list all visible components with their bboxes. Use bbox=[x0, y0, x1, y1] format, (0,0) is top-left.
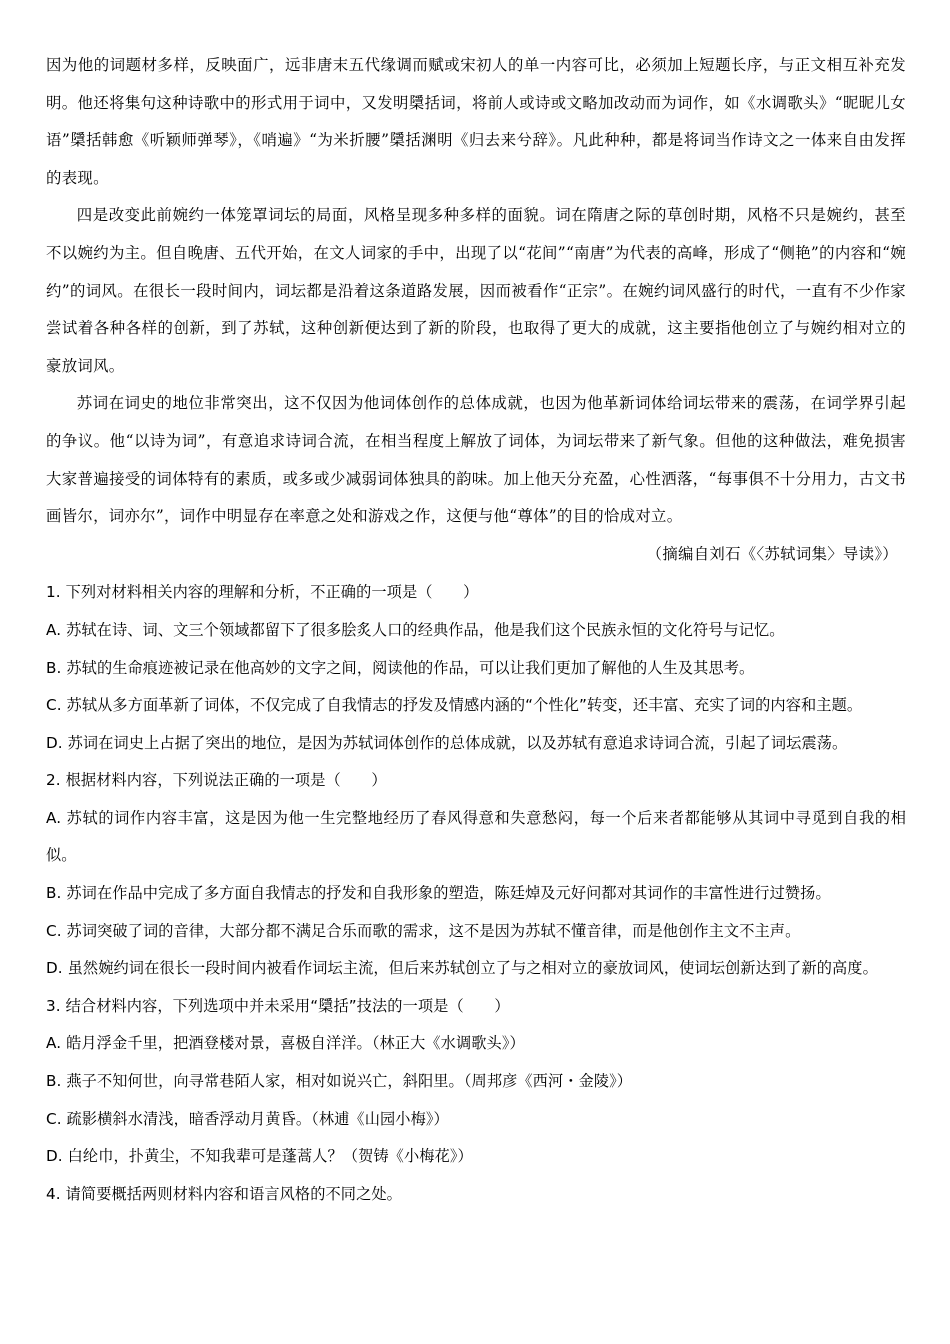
question-2-stem: 2. 根据材料内容，下列说法正确的一项是（ ） bbox=[46, 771, 387, 790]
question-1-option-b: B. 苏轼的生命痕迹被记录在他高妙的文字之间，阅读他的作品，可以让我们更加了解他的人生及其思考。 bbox=[46, 658, 755, 677]
question-list bbox=[46, 574, 906, 1213]
question-2-option-a: A. 苏轼的词作内容丰富，这是因为他一生完整地经历了春风得意和失意愁闷，每一个后来者都能够从其词中寻觅到自我的相似。 bbox=[46, 808, 906, 865]
question-1-stem: 1. 下列对材料相关内容的理解和分析，不正确的一项是（ ） bbox=[46, 583, 479, 602]
question-4-stem: 4. 请简要概括两则材料内容和语言风格的不同之处。 bbox=[46, 1184, 402, 1203]
passage-source: （摘编自刘石《〈苏轼词集〉导读》） bbox=[646, 544, 898, 563]
question-3-option-c: C. 疏影横斜水清浅，暗香浮动月黄昏。（林逋《山园小梅》） bbox=[46, 1109, 449, 1128]
question-1-option-d: D. 苏词在词史上占据了突出的地位，是因为苏轼词体创作的总体成就，以及苏轼有意追求诗词合流，引起了词坛震荡。 bbox=[46, 733, 848, 752]
question-2-option-d: D. 虽然婉约词在很长一段时间内被看作词坛主流，但后来苏轼创立了与之相对立的豪放词风，使词坛创新达到了新的高度。 bbox=[46, 959, 878, 978]
passage-paragraph-1: 因为他的词题材多样，反映面广，远非唐末五代缘调而赋或宋初人的单一内容可比，必须加上短题长序，与正文相互补充发明。他还将集句这种诗歌中的形式用于词中，又发明檃括词，将前人或诗或文略加改动而为词作，如《水调歌头》“昵昵儿女语”檃括韩愈《听颖师弹琴》，《哨遍》“为米折腰”檃括渊明《归去来兮辞》。凡此种种，都是将词当作诗文之一体来自由发挥的表现。 bbox=[46, 56, 906, 187]
question-3 bbox=[46, 988, 906, 1176]
question-1-option-a: A. 苏轼在诗、词、文三个领域都留下了很多脍炙人口的经典作品，他是我们这个民族永恒的文化符号与记忆。 bbox=[46, 620, 785, 639]
question-3-option-a: A. 皓月浮金千里，把酒登楼对景，喜极自洋洋。（林正大《水调歌头》） bbox=[46, 1034, 525, 1053]
question-1-option-c: C. 苏轼从多方面革新了词体，不仅完成了自我情志的抒发及情感内涵的“个性化”转变，还丰富、充实了词的内容和主题。 bbox=[46, 696, 863, 715]
question-4 bbox=[46, 1176, 906, 1214]
passage-paragraph-2: 四是改变此前婉约一体笼罩词坛的局面，风格呈现多种多样的面貌。词在隋唐之际的草创时期，风格不只是婉约，甚至不以婉约为主。但自晚唐、五代开始，在文人词家的手中，出现了以“花间”“南唐”为代表的高峰，形成了“侧艳”的内容和“婉约”的词风。在很长一段时间内，词坛都是沿着这条道路发展，因而被看作“正宗”。在婉约词风盛行的时代，一直有不少作家尝试着各种各样的创新，到了苏轼，这种创新便达到了新的阶段，也取得了更大的成就，这主要指他创立了与婉约相对立的豪放词风。 bbox=[46, 206, 906, 375]
passage-paragraph-3: 苏词在词史的地位非常突出，这不仅因为他词体创作的总体成就，也因为他革新词体给词坛带来的震荡，在词学界引起的争议。他“以诗为词”，有意追求诗词合流，在相当程度上解放了词体，为词坛带来了新气象。但他的这种做法，难免损害大家普遍接受的词体特有的素质，或多或少减弱词体独具的韵味。加上他天分充盈，心性洒落，“每事俱不十分用力，古文书画皆尔，词亦尔”，词作中明显存在率意之处和游戏之作，这便与他“尊体”的目的恰成对立。 bbox=[46, 394, 906, 526]
question-1 bbox=[46, 574, 906, 762]
reading-passage bbox=[46, 47, 906, 573]
question-3-option-b: B. 燕子不知何世，向寻常巷陌人家，相对如说兴亡，斜阳里。（周邦彦《西河・金陵》） bbox=[46, 1072, 633, 1091]
document-page bbox=[46, 47, 906, 1213]
question-3-stem: 3. 结合材料内容，下列选项中并未采用“檃括”技法的一项是（ ） bbox=[46, 996, 510, 1015]
question-2-option-c: C. 苏词突破了词的音律，大部分都不满足合乐而歌的需求，这不是因为苏轼不懂音律，而是他创作主文不主声。 bbox=[46, 921, 801, 940]
question-2-option-b: B. 苏词在作品中完成了多方面自我情志的抒发和自我形象的塑造，陈廷焯及元好问都对其词作的丰富性进行过赞扬。 bbox=[46, 884, 831, 903]
question-3-option-d: D. 白纶巾，扑黄尘，不知我辈可是蓬蒿人？（贺铸《小梅花》） bbox=[46, 1147, 473, 1166]
question-2 bbox=[46, 762, 906, 988]
